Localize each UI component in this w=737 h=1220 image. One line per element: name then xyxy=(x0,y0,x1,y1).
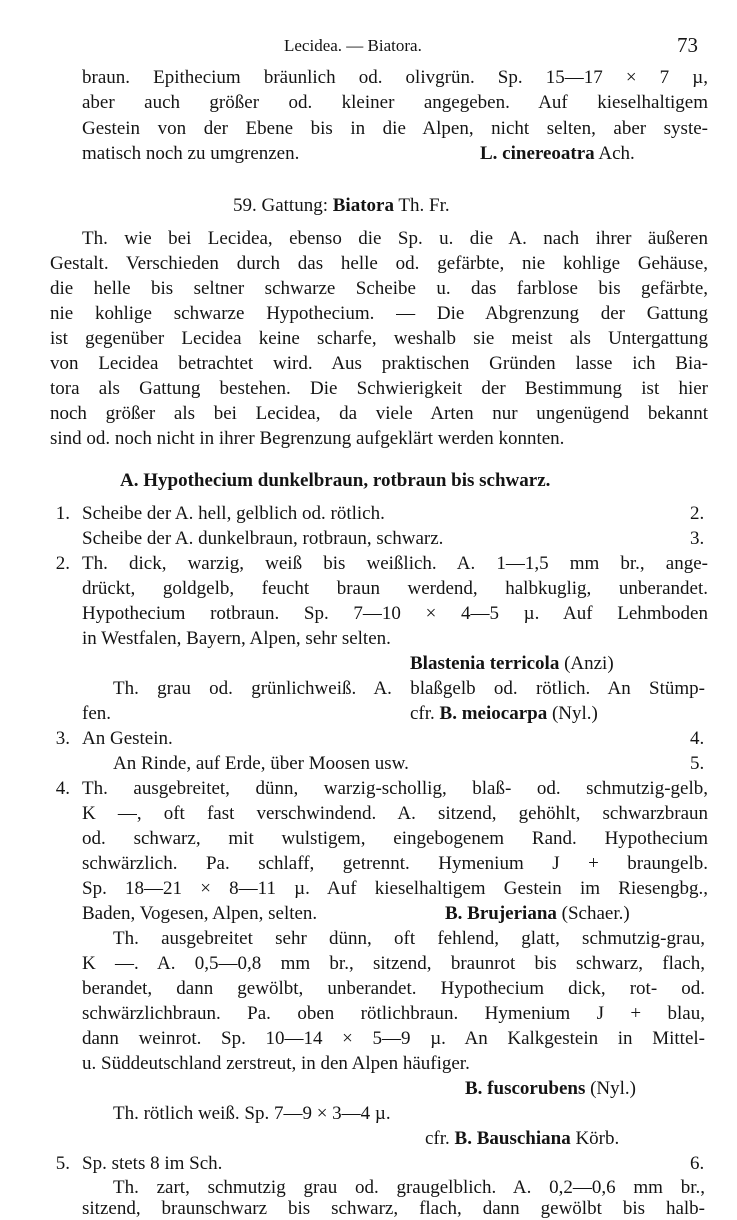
species-cinereoatra xyxy=(480,143,635,165)
description-line: noch größer als bei Lecidea, da viele Arten nur ungenügend bekannt xyxy=(50,403,708,424)
species-name: B. fuscorubens xyxy=(465,1078,586,1099)
description-line: nie kohlige schwarze Hypothecium. — Die Abgrenzung der Gattung xyxy=(50,303,708,324)
key-ref: 2. xyxy=(690,503,705,524)
key-ref: 6. xyxy=(690,1153,705,1174)
description-line: Th. wie bei Lecidea, ebenso die Sp. u. die A. nach ihrer äußeren xyxy=(82,228,708,249)
species-bauschiana xyxy=(425,1128,619,1150)
key-lead: Scheibe der A. dunkelbraun, rotbraun, schwarz. xyxy=(82,528,444,549)
key-text: K —. A. 0,5—0,8 mm br., sitzend, braunrot bis schwarz, flach, xyxy=(82,953,705,974)
key-text: Hypothecium rotbraun. Sp. 7—10 × 4—5 µ. Auf Lehmboden xyxy=(82,603,708,624)
key-text: berandet, dann gewölbt, unberandet. Hypothecium dick, rot- od. xyxy=(82,978,705,999)
key-text: Th. dick, warzig, weiß bis weißlich. A. 1—1,5 mm br., ange- xyxy=(82,553,708,574)
species-author: Körb. xyxy=(575,1128,620,1149)
key-text: drückt, goldgelb, feucht braun werdend, halbkuglig, unberandet. xyxy=(82,578,708,599)
intro-line: aber auch größer od. kleiner angegeben. Auf kieselhaltigem xyxy=(82,92,708,113)
key-text: in Westfalen, Bayern, Alpen, sehr selten. xyxy=(82,628,391,649)
key-text: Th. zart, schmutzig grau od. graugelblich. A. 0,2—0,6 mm br., xyxy=(113,1177,705,1198)
species-name: Blastenia terricola xyxy=(410,653,560,674)
key-text: sitzend, braunschwarz bis schwarz, flach, dann gewölbt bis halb- xyxy=(82,1198,705,1219)
key-text: od. schwarz, mit wulstigem, eingebogenem Rand. Hypothecium xyxy=(82,828,708,849)
genus-heading xyxy=(233,195,450,217)
species-fuscorubens xyxy=(465,1078,636,1100)
species-name: B. Bauschiana xyxy=(454,1128,571,1149)
species-terricola xyxy=(410,653,614,675)
couplet-number: 4. xyxy=(55,778,70,799)
key-text: K —, oft fast verschwindend. A. sitzend, gehöhlt, schwarzbraun xyxy=(82,803,708,824)
key-ref: 4. xyxy=(690,728,705,749)
key-ref: 5. xyxy=(690,753,705,774)
key-text: Th. rötlich weiß. Sp. 7—9 × 3—4 µ. xyxy=(113,1103,391,1124)
key-text: fen. xyxy=(82,703,112,724)
description-line: von Lecidea betrachtet wird. Aus praktischen Gründen lasse ich Bia- xyxy=(50,353,708,374)
species-author: (Schaer.) xyxy=(561,903,630,924)
species-author: Ach. xyxy=(598,143,635,164)
species-name: L. cinereoatra xyxy=(480,143,595,164)
genus-name: Biatora xyxy=(332,195,394,216)
cfr-label: cfr. xyxy=(410,703,435,724)
key-lead: An Gestein. xyxy=(82,728,173,749)
description-line: Gestalt. Verschieden durch das helle od. gefärbte, nie kohlige Gehäuse, xyxy=(50,253,708,274)
couplet-number: 3. xyxy=(55,728,70,749)
key-text: Th. ausgebreitet, dünn, warzig-schollig, blaß- od. schmutzig-gelb, xyxy=(82,778,708,799)
description-line: die helle bis seltner schwarze Scheibe u. das farblose bis gefärbte, xyxy=(50,278,708,299)
key-text: schwärzlichbraun. Pa. oben rötlichbraun. Hymenium J + blau, xyxy=(82,1003,705,1024)
species-name: B. Brujeriana xyxy=(445,903,557,924)
key-text: u. Süddeutschland zerstreut, in den Alpen häufiger. xyxy=(82,1053,470,1074)
key-ref: 3. xyxy=(690,528,705,549)
section-heading: A. Hypothecium dunkelbraun, rotbraun bis schwarz. xyxy=(120,470,551,491)
species-author: (Anzi) xyxy=(564,653,614,674)
intro-line: braun. Epithecium bräunlich od. olivgrün. Sp. 15—17 × 7 µ, xyxy=(82,67,708,88)
intro-line: Gestein von der Ebene bis in die Alpen, nicht selten, aber syste- xyxy=(82,118,708,139)
key-text: dann weinrot. Sp. 10—14 × 5—9 µ. An Kalkgestein in Mittel- xyxy=(82,1028,705,1049)
key-text: schwärzlich. Pa. schlaff, getrennt. Hymenium J + braungelb. xyxy=(82,853,708,874)
species-author: (Nyl.) xyxy=(590,1078,637,1099)
page-number: 73 xyxy=(677,33,698,57)
species-meiocarpa xyxy=(410,703,598,725)
description-line: sind od. noch nicht in ihrer Begrenzung aufgeklärt werden konnten. xyxy=(50,428,565,449)
couplet-number: 5. xyxy=(55,1153,70,1174)
key-text: Sp. 18—21 × 8—11 µ. Auf kieselhaltigem Gestein im Riesengbg., xyxy=(82,878,708,899)
key-lead: Sp. stets 8 im Sch. xyxy=(82,1153,223,1174)
species-brujeriana xyxy=(445,903,630,925)
cfr-label: cfr. xyxy=(425,1128,450,1149)
genus-prefix: 59. Gattung: xyxy=(233,195,328,216)
couplet-number: 1. xyxy=(55,503,70,524)
genus-author: Th. Fr. xyxy=(398,195,450,216)
intro-line: matisch noch zu umgrenzen. xyxy=(82,143,300,164)
description-line: tora als Gattung bestehen. Die Schwierigkeit der Bestimmung ist hier xyxy=(50,378,708,399)
key-lead: Scheibe der A. hell, gelblich od. rötlich. xyxy=(82,503,385,524)
description-line: ist gegenüber Lecidea keine scharfe, weshalb sie meist als Untergattung xyxy=(50,328,708,349)
species-author: (Nyl.) xyxy=(551,703,598,724)
key-text: Baden, Vogesen, Alpen, selten. xyxy=(82,903,318,924)
running-title: Lecidea. — Biatora. xyxy=(284,36,422,55)
key-text: Th. ausgebreitet sehr dünn, oft fehlend, glatt, schmutzig-grau, xyxy=(113,928,705,949)
key-text: Th. grau od. grünlichweiß. A. blaßgelb od. rötlich. An Stümp- xyxy=(113,678,705,699)
couplet-number: 2. xyxy=(55,553,70,574)
species-name: B. meiocarpa xyxy=(439,703,548,724)
key-lead: An Rinde, auf Erde, über Moosen usw. xyxy=(113,753,409,774)
